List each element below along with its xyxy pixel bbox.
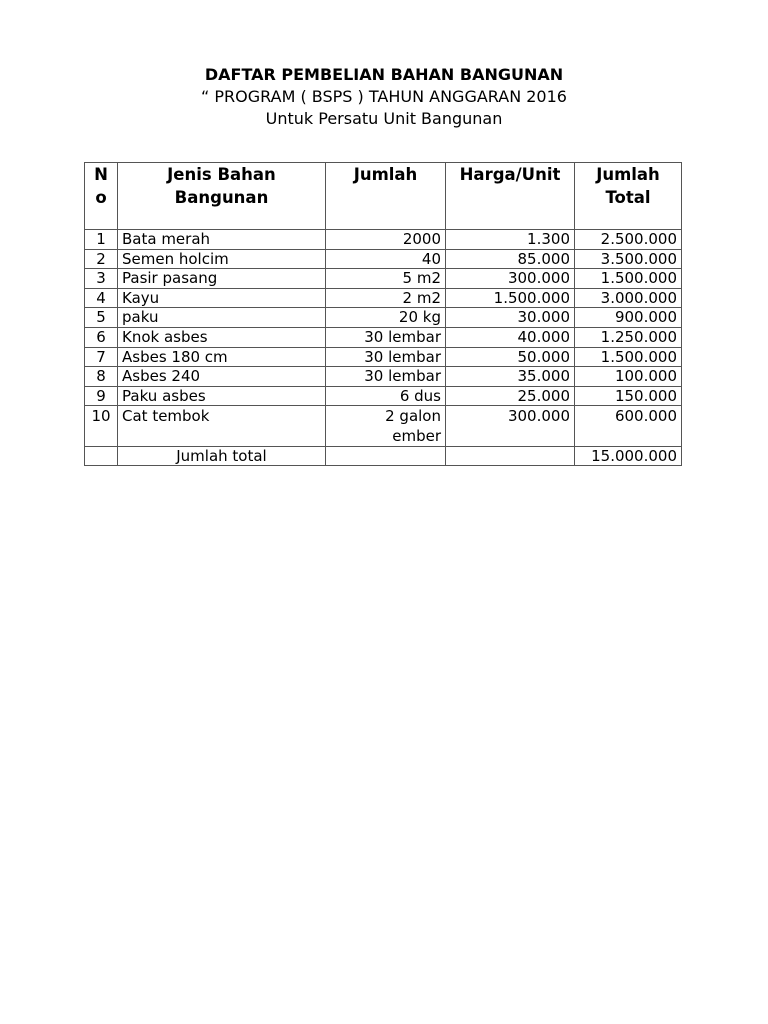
table-total-row xyxy=(85,447,682,466)
table-row xyxy=(85,249,682,269)
row-jumlah: 2000 xyxy=(326,230,446,250)
row-jenis: Cat tembok xyxy=(118,406,326,447)
table-row xyxy=(85,347,682,367)
table-row xyxy=(85,288,682,308)
document-subtitle: “ PROGRAM ( BSPS ) TAHUN ANGGARAN 2016 xyxy=(201,87,567,106)
header-harga xyxy=(446,163,575,230)
row-harga: 25.000 xyxy=(446,386,575,406)
total-row-jumlah-empty xyxy=(326,447,446,466)
row-harga: 1.300 xyxy=(446,230,575,250)
row-total: 2.500.000 xyxy=(575,230,682,250)
row-no: 10 xyxy=(85,406,118,447)
row-harga: 300.000 xyxy=(446,406,575,447)
table-row xyxy=(85,230,682,250)
document-header xyxy=(0,64,768,130)
row-harga: 85.000 xyxy=(446,249,575,269)
total-row-harga-empty xyxy=(446,447,575,466)
row-harga: 50.000 xyxy=(446,347,575,367)
row-jenis: Asbes 240 xyxy=(118,367,326,387)
row-no: 4 xyxy=(85,288,118,308)
document-subtitle-unit: Untuk Persatu Unit Bangunan xyxy=(265,109,503,128)
row-total: 150.000 xyxy=(575,386,682,406)
table-header xyxy=(85,163,682,230)
table-row xyxy=(85,386,682,406)
row-harga: 1.500.000 xyxy=(446,288,575,308)
row-total: 600.000 xyxy=(575,406,682,447)
table-row xyxy=(85,308,682,328)
row-jumlah: 20 kg xyxy=(326,308,446,328)
row-no: 3 xyxy=(85,269,118,289)
row-total: 1.500.000 xyxy=(575,347,682,367)
row-total: 3.500.000 xyxy=(575,249,682,269)
row-jumlah xyxy=(326,406,446,447)
row-harga: 40.000 xyxy=(446,327,575,347)
row-jenis: Asbes 180 cm xyxy=(118,347,326,367)
row-jumlah-line1: 2 galon xyxy=(385,407,441,426)
header-no-line1: N xyxy=(94,165,108,184)
row-no: 6 xyxy=(85,327,118,347)
table-row xyxy=(85,367,682,387)
header-jumlah-label: Jumlah xyxy=(353,165,418,184)
row-no: 1 xyxy=(85,230,118,250)
total-row-no-empty xyxy=(85,447,118,466)
header-total-line2: Total xyxy=(605,188,651,207)
header-no xyxy=(85,163,118,230)
row-no: 7 xyxy=(85,347,118,367)
header-no-line2: o xyxy=(95,188,107,207)
row-jenis: Bata merah xyxy=(118,230,326,250)
table-row xyxy=(85,327,682,347)
header-total-line1: Jumlah xyxy=(596,165,660,184)
row-harga: 30.000 xyxy=(446,308,575,328)
row-no: 5 xyxy=(85,308,118,328)
row-jumlah: 30 lembar xyxy=(326,367,446,387)
purchase-table xyxy=(84,162,682,466)
row-jenis: Semen holcim xyxy=(118,249,326,269)
total-row-total: 15.000.000 xyxy=(575,447,682,466)
row-jumlah: 40 xyxy=(326,249,446,269)
row-jumlah: 6 dus xyxy=(326,386,446,406)
row-jumlah: 2 m2 xyxy=(326,288,446,308)
table-header-row xyxy=(85,163,682,230)
row-total: 1.500.000 xyxy=(575,269,682,289)
header-jenis xyxy=(118,163,326,230)
row-jenis: paku xyxy=(118,308,326,328)
table-body xyxy=(85,230,682,466)
row-total: 3.000.000 xyxy=(575,288,682,308)
row-jenis: Pasir pasang xyxy=(118,269,326,289)
row-no: 2 xyxy=(85,249,118,269)
row-jumlah: 30 lembar xyxy=(326,347,446,367)
total-row-label: Jumlah total xyxy=(118,447,326,466)
row-jenis: Kayu xyxy=(118,288,326,308)
row-harga: 35.000 xyxy=(446,367,575,387)
header-harga-label: Harga/Unit xyxy=(459,165,561,184)
table-row xyxy=(85,269,682,289)
header-jumlah xyxy=(326,163,446,230)
row-jenis: Paku asbes xyxy=(118,386,326,406)
row-jumlah: 5 m2 xyxy=(326,269,446,289)
row-total: 100.000 xyxy=(575,367,682,387)
header-jenis-line2: Bangunan xyxy=(174,188,269,207)
row-no: 9 xyxy=(85,386,118,406)
row-harga: 300.000 xyxy=(446,269,575,289)
row-total: 900.000 xyxy=(575,308,682,328)
row-total: 1.250.000 xyxy=(575,327,682,347)
document-title: DAFTAR PEMBELIAN BAHAN BANGUNAN xyxy=(204,65,564,84)
row-jumlah-line2: ember xyxy=(392,427,441,446)
header-jenis-line1: Jenis Bahan xyxy=(167,165,276,184)
row-jenis: Knok asbes xyxy=(118,327,326,347)
row-no: 8 xyxy=(85,367,118,387)
row-jumlah: 30 lembar xyxy=(326,327,446,347)
table-row xyxy=(85,406,682,447)
header-total xyxy=(575,163,682,230)
